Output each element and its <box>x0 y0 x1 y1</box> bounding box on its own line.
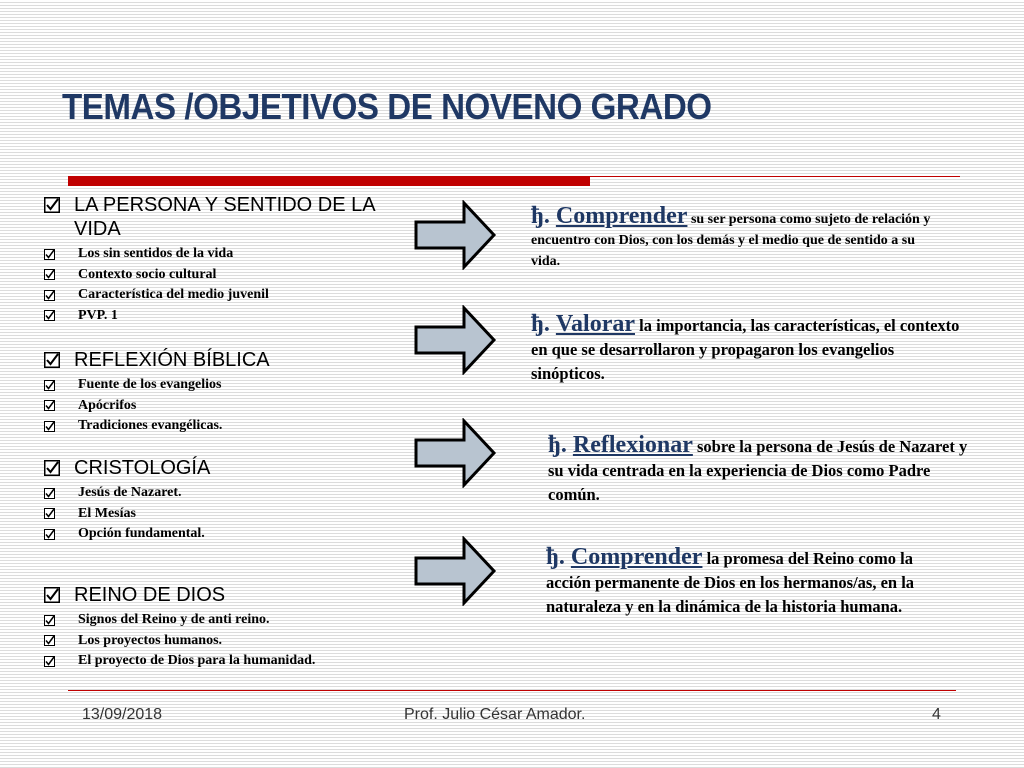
objective-text: sobre la persona de Jesús de Nazaret y su vida centrada en la experiencia de Dios como Padre común. <box>548 437 968 504</box>
objective-item: ђ. Reflexionar sobre la persona de Jesús de Nazaret y su vida centrada en la experiencia de Dios como Padre común. <box>548 432 968 504</box>
checkbox-checked-icon <box>44 488 55 499</box>
topic-item: Los sin sentidos de la vida <box>44 244 404 265</box>
topic-item: Tradiciones evangélicas. <box>44 416 270 437</box>
right-arrow-icon <box>412 418 498 488</box>
checkbox-checked-icon <box>44 529 55 540</box>
checkbox-checked-icon <box>44 400 55 411</box>
objective-bullet: ђ <box>548 432 561 458</box>
right-arrow-icon <box>412 200 498 270</box>
topic-section <box>44 193 404 326</box>
checkbox-checked-icon <box>44 656 55 667</box>
checkbox-checked-icon <box>44 269 55 280</box>
checkbox-checked-icon <box>44 587 60 603</box>
objective-item: ђ. Comprender su ser persona como sujeto de relación y encuentro con Dios, con los demás y el medio que de sentido a su vida. <box>531 203 931 269</box>
footer-date: 13/09/2018 <box>82 706 163 723</box>
objective-bullet: ђ <box>531 311 544 337</box>
checkbox-checked-icon <box>44 249 55 260</box>
footer-divider <box>68 690 956 691</box>
checkbox-checked-icon <box>44 290 55 301</box>
footer-author: Prof. Julio César Amador. <box>404 706 586 723</box>
objective-bullet: ђ <box>546 544 559 570</box>
topic-item: Apócrifos <box>44 396 270 417</box>
topic-item: Contexto socio cultural <box>44 265 404 286</box>
topic-item: Opción fundamental. <box>44 524 210 545</box>
checkbox-checked-icon <box>44 460 60 476</box>
objective-verb: Comprender <box>555 203 688 229</box>
checkbox-checked-icon <box>44 508 55 519</box>
topic-item: Fuente de los evangelios <box>44 375 270 396</box>
topic-heading: REINO DE DIOS <box>74 584 226 606</box>
topic-item: El proyecto de Dios para la humanidad. <box>44 651 315 672</box>
objective-text: la promesa del Reino como la acción permanente de Dios en los hermanos/as, en la naturaleza y en la dinámica de la historia humana. <box>546 549 915 616</box>
topic-item: PVP. 1 <box>44 306 404 327</box>
checkbox-checked-icon <box>44 380 55 391</box>
checkbox-checked-icon <box>44 615 55 626</box>
topic-heading-row <box>44 583 315 607</box>
title-underline-bar <box>68 176 590 186</box>
objective-bullet: ђ <box>531 203 544 229</box>
topic-heading-row <box>44 348 270 372</box>
objective-verb: Reflexionar <box>572 432 693 458</box>
topic-heading: CRISTOLOGÍA <box>74 457 211 479</box>
right-arrow-icon <box>412 305 498 375</box>
topic-section <box>44 456 210 545</box>
topic-heading: LA PERSONA Y SENTIDO DE LA VIDA <box>74 194 375 240</box>
topic-heading-row <box>44 193 404 241</box>
objective-item: ђ. Comprender la promesa del Reino como la acción permanente de Dios en los hermanos/as, en la naturaleza y en la dinámica de la historia humana. <box>546 544 915 616</box>
topic-item: Característica del medio juvenil <box>44 285 404 306</box>
objective-verb: Valorar <box>555 311 635 337</box>
checkbox-checked-icon <box>44 421 55 432</box>
topic-section <box>44 583 315 672</box>
page-title: TEMAS /OBJETIVOS DE NOVENO GRADO <box>62 86 712 127</box>
objective-verb: Comprender <box>570 544 703 570</box>
objective-item: ђ. Valorar la importancia, las características, el contexto en que se desarrollaron y propagaron los evangelios sinópticos. <box>531 311 960 383</box>
topic-item: Los proyectos humanos. <box>44 631 315 652</box>
title-underline-line <box>590 176 960 177</box>
checkbox-checked-icon <box>44 197 60 213</box>
footer-page-number: 4 <box>932 706 941 723</box>
topic-heading: REFLEXIÓN BÍBLICA <box>74 349 270 371</box>
topic-section <box>44 348 270 437</box>
checkbox-checked-icon <box>44 352 60 368</box>
checkbox-checked-icon <box>44 635 55 646</box>
topic-item: Signos del Reino y de anti reino. <box>44 610 315 631</box>
topic-heading-row <box>44 456 210 480</box>
objective-text: la importancia, las características, el contexto en que se desarrollaron y propagaron los evangelios sinópticos. <box>531 316 960 383</box>
topic-item: Jesús de Nazaret. <box>44 483 210 504</box>
objective-text: su ser persona como sujeto de relación y encuentro con Dios, con los demás y el medio que de sentido a su vida. <box>531 212 931 269</box>
right-arrow-icon <box>412 536 498 606</box>
topic-item: El Mesías <box>44 504 210 525</box>
checkbox-checked-icon <box>44 310 55 321</box>
